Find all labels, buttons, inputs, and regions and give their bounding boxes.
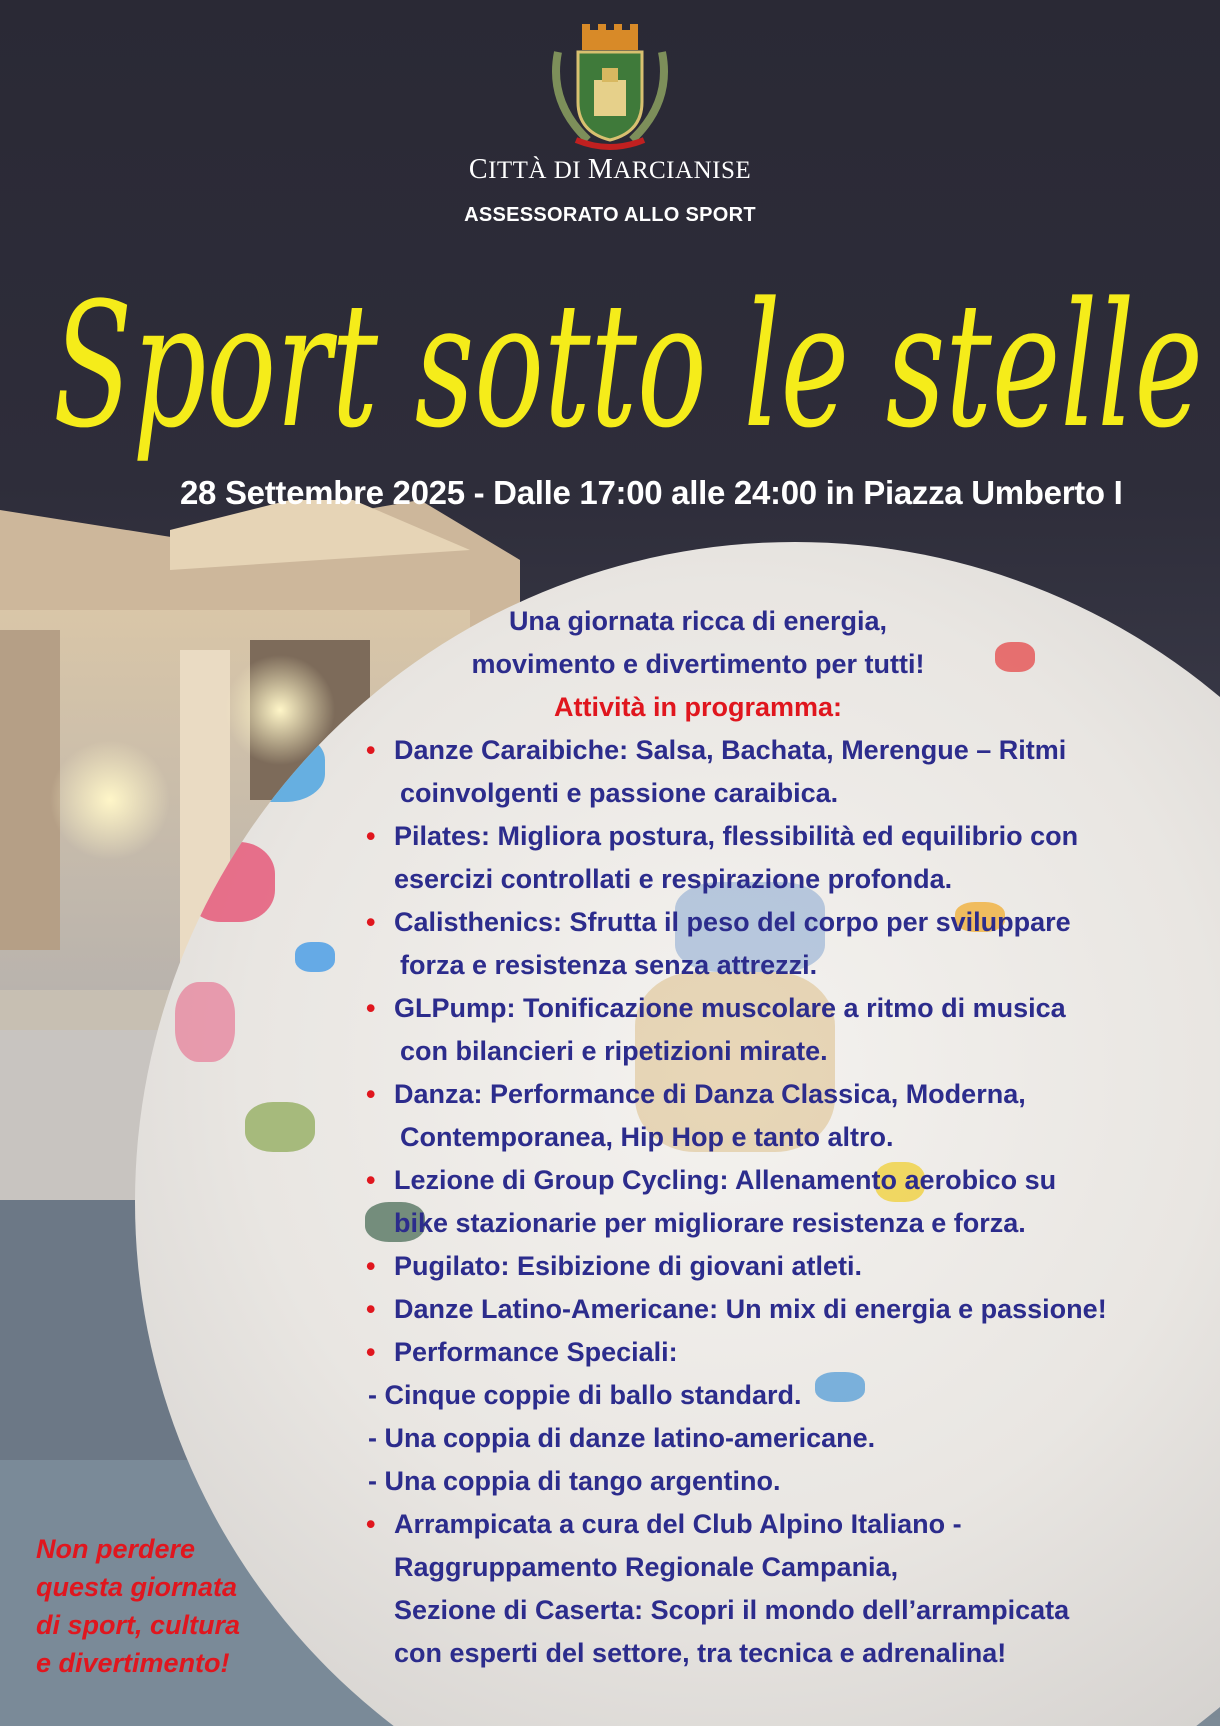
activity-danze-caraibiche: • Danze Caraibiche: Salsa, Bachata, Merengue – Ritmi coinvolgenti e passione caraibica. bbox=[368, 729, 1208, 815]
bullet-icon: • bbox=[366, 993, 376, 1023]
city-name: CITTÀ DI MARCIANISE bbox=[468, 154, 752, 185]
activity-danze-latino: • Danze Latino-Americane: Un mix di energia e passione! bbox=[368, 1288, 1208, 1331]
activity-glpump: • GLPump: Tonificazione muscolare a ritmo di musica con bilancieri e ripetizioni mirate. bbox=[368, 987, 1208, 1073]
event-title bbox=[38, 225, 1218, 475]
bullet-icon: • bbox=[366, 907, 376, 937]
bullet-icon: • bbox=[366, 1079, 376, 1109]
intro-line-1: Una giornata ricca di energia, bbox=[508, 606, 888, 636]
bullet-icon: • bbox=[366, 735, 376, 765]
bullet-icon: • bbox=[366, 821, 376, 851]
special-1: - Cinque coppie di ballo standard. bbox=[368, 1380, 802, 1410]
activity-performance-speciali: • Performance Speciali: bbox=[368, 1331, 1208, 1374]
intro-line-2: movimento e divertimento per tutti! bbox=[471, 649, 925, 679]
bullet-icon: • bbox=[366, 1251, 376, 1281]
activity-calisthenics: • Calisthenics: Sfrutta il peso del corpo per sviluppare forza e resistenza senza attrezzi. bbox=[368, 901, 1208, 987]
closing-message: Non perdere questa giornata di sport, cultura e divertimento! bbox=[36, 1534, 241, 1678]
activity-pilates: • Pilates: Migliora postura, flessibilità ed equilibrio con esercizi controllati e respirazione profonda. bbox=[368, 815, 1208, 901]
program-content bbox=[368, 600, 1208, 1675]
activity-danza: • Danza: Performance di Danza Classica, Moderna, Contemporanea, Hip Hop e tanto altro. bbox=[368, 1073, 1208, 1159]
svg-text:Sport sotto le stelle: Sport sotto le stelle bbox=[53, 265, 1203, 466]
special-2: - Una coppia di danze latino-americane. bbox=[368, 1423, 876, 1453]
activity-pugilato: • Pugilato: Esibizione di giovani atleti. bbox=[368, 1245, 1208, 1288]
section-title: Attività in programma: bbox=[553, 692, 843, 722]
event-date-line: 28 Settembre 2025 - Dalle 17:00 alle 24:00 in Piazza Umberto I bbox=[180, 474, 1123, 511]
bullet-icon: • bbox=[366, 1165, 376, 1195]
special-3: - Una coppia di tango argentino. bbox=[368, 1466, 781, 1496]
city-coat-of-arms bbox=[548, 22, 672, 154]
activity-arrampicata: • Arrampicata a cura del Club Alpino Italiano - Raggruppamento Regionale Campania, Sezione di Caserta: Scopri il mondo dell’arrampicata con esperti del settore, tra tecnica e adrenalina! bbox=[368, 1503, 1208, 1675]
bullet-icon: • bbox=[366, 1337, 376, 1367]
department-label: ASSESSORATO ALLO SPORT bbox=[464, 204, 756, 226]
bullet-icon: • bbox=[366, 1509, 376, 1539]
bullet-icon: • bbox=[366, 1294, 376, 1324]
activity-group-cycling: • Lezione di Group Cycling: Allenamento aerobico su bike stazionarie per migliorare resistenza e forza. bbox=[368, 1159, 1208, 1245]
